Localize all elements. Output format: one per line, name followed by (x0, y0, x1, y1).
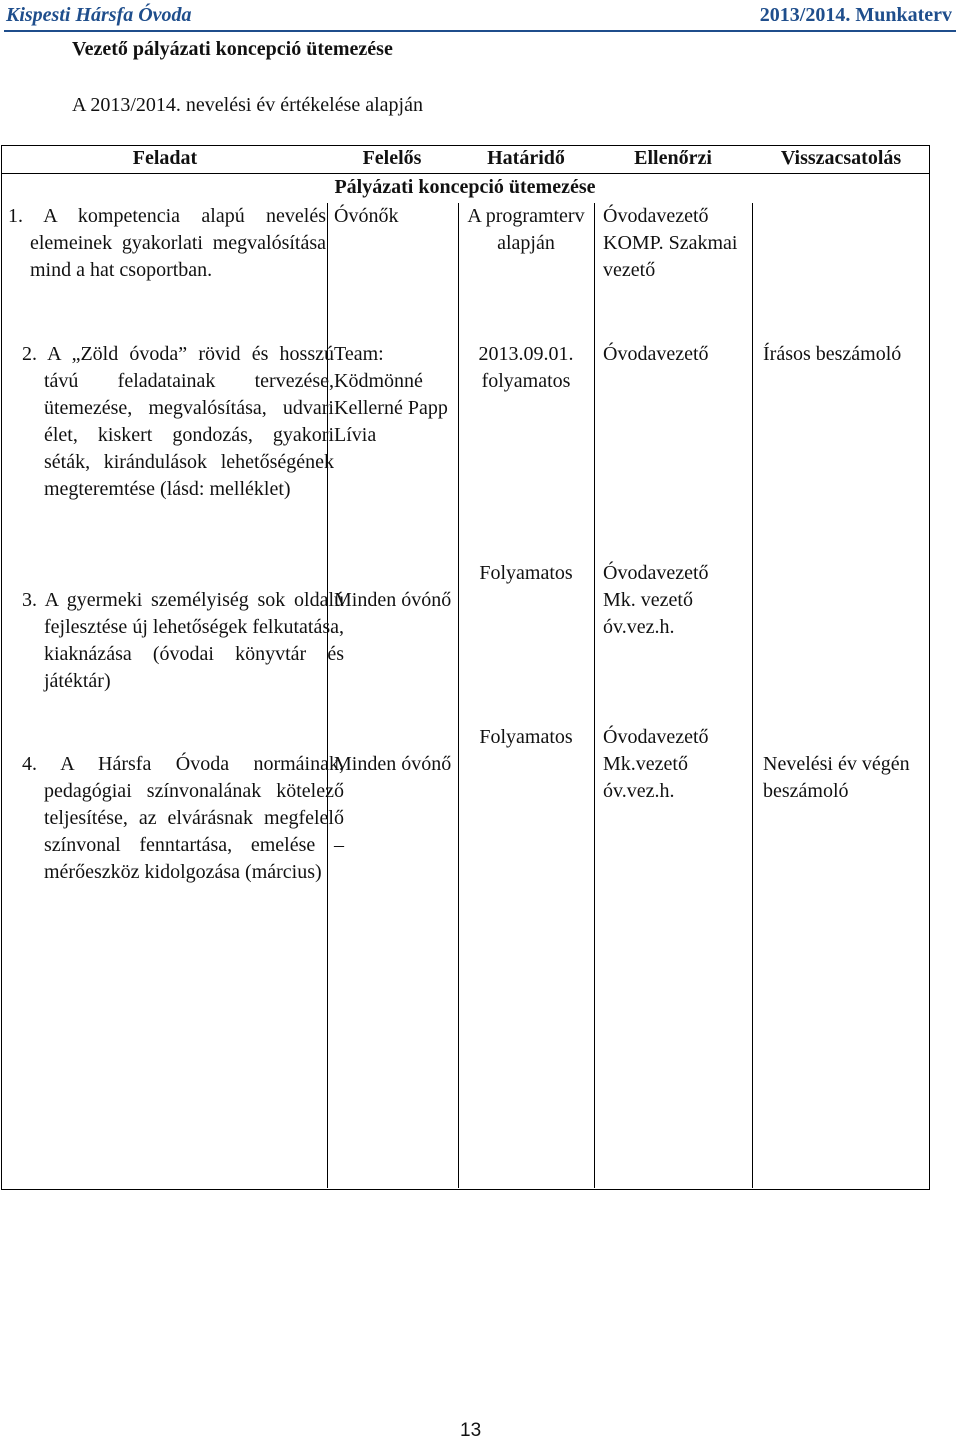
column-header-checker: Ellenőrzi (634, 147, 712, 169)
row4-responsible: Minden óvónő (334, 753, 452, 775)
row2-checker: Óvodavezető (603, 343, 709, 365)
column-divider (752, 203, 753, 1188)
column-header-responsible: Felelős (362, 147, 422, 169)
page-number: 13 (460, 1420, 482, 1441)
header-plan-year: 2013/2014. Munkaterv (759, 4, 952, 26)
column-divider (594, 203, 595, 1188)
header-school-name: Kispesti Hársfa Óvoda (6, 4, 192, 26)
column-header-feedback: Visszacsatolás (780, 147, 902, 169)
row2-feedback: Írásos beszámoló (763, 343, 902, 365)
document-title: Vezető pályázati koncepció ütemezése (72, 38, 393, 60)
row2-responsible: Team: Ködmönné Kellerné Papp Lívia (334, 343, 448, 446)
row4-deadline: Folyamatos (479, 726, 573, 748)
row4-feedback: Nevelési év végén beszámoló (763, 753, 910, 802)
row4-task: 4. A Hársfa Óvoda normáinak, pedagógiai színvonalának kötelező teljesítése, az elvárásnak megfelelő színvonal fenntartása, emelése – mérőeszköz kidolgozása (március) (22, 753, 344, 883)
column-divider (458, 203, 459, 1188)
column-header-deadline: Határidő (487, 147, 565, 169)
column-header-task: Feladat (132, 147, 198, 169)
row4-checker: Óvodavezető Mk.vezető óv.vez.h. (603, 726, 709, 802)
row3-checker: Óvodavezető Mk. vezető óv.vez.h. (603, 562, 709, 638)
header-row-divider (1, 173, 929, 174)
row1-responsible: Óvónők (334, 205, 399, 227)
row1-deadline: A programterv alapján (467, 205, 585, 254)
document-subtitle: A 2013/2014. nevelési év értékelése alapján (72, 94, 423, 116)
row2-deadline: 2013.09.01. folyamatos (478, 343, 574, 392)
row1-checker: Óvodavezető KOMP. Szakmai vezető (603, 205, 738, 281)
header-rule (4, 30, 956, 32)
row1-task: 1. A kompetencia alapú nevelés elemeinek gyakorlati megvalósítása mind a hat csoportban. (8, 205, 326, 281)
section-title: Pályázati koncepció ütemezése (334, 176, 596, 198)
row3-deadline: Folyamatos (479, 562, 573, 584)
row3-responsible: Minden óvónő (334, 589, 452, 611)
row2-task: 2. A „Zöld óvoda” rövid és hosszú távú feladatainak tervezése, ütemezése, megvalósítása, udvari élet, kiskert gondozás, gyakori séták, kirándulások lehetőségének megteremtése (lásd: melléklet) (22, 343, 334, 500)
row3-task: 3. A gyermeki személyiség sok oldalú fejlesztése új lehetőségek felkutatása, kiaknázása (óvodai könyvtár és játéktár) (22, 589, 344, 692)
